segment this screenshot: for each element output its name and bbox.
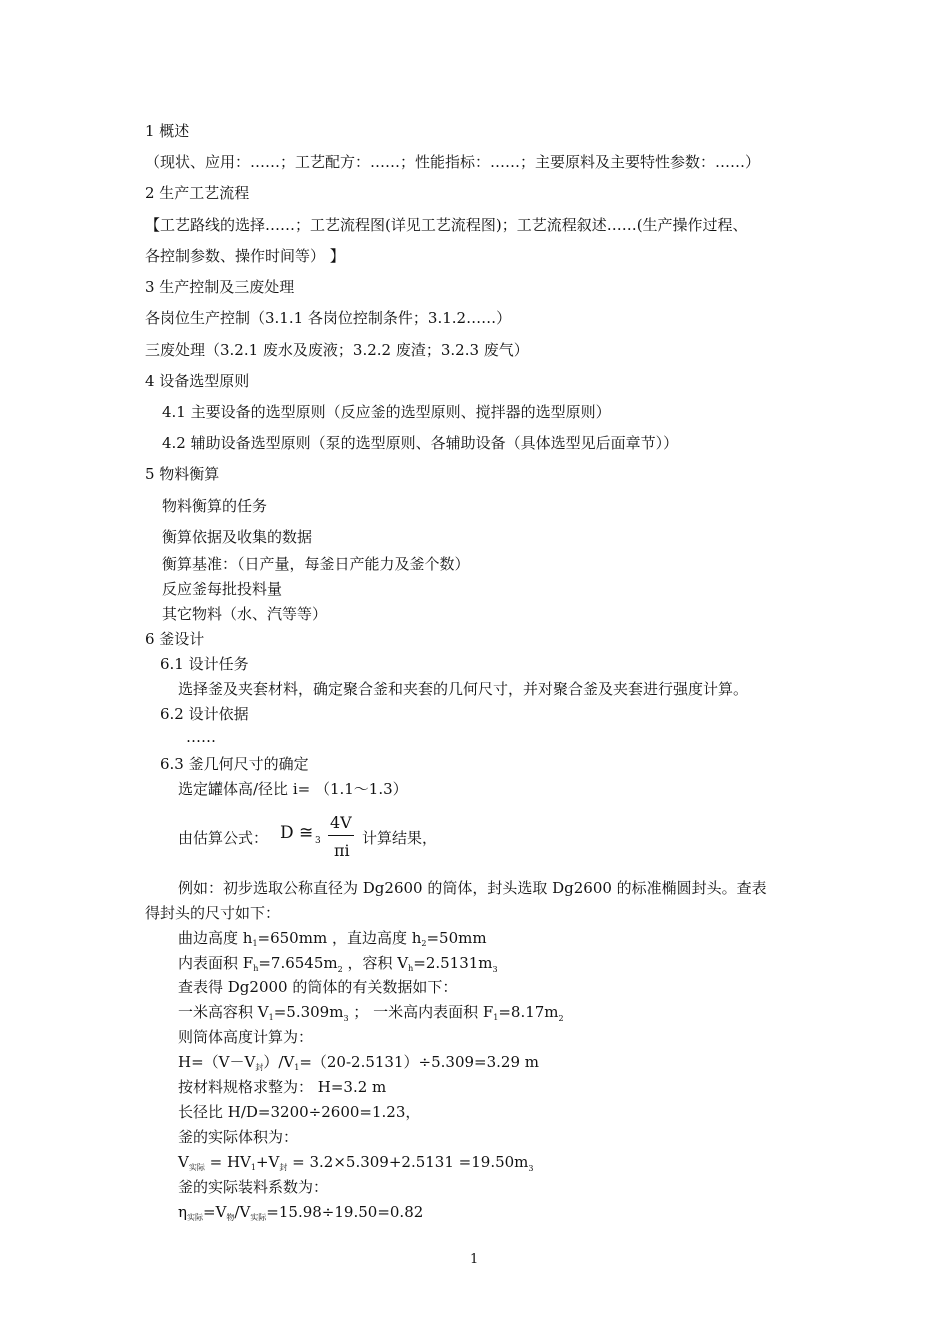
section-4-title: 4 设备选型原则 [145, 372, 250, 390]
formula-tail: 计算结果， [362, 829, 438, 847]
section-5-item-3: 衡算基准：（日产量，每釜日产能力及釜个数） [162, 555, 470, 573]
section-6-3-ratio: 选定罐体高/径比 i= （1.1～1.3） [178, 780, 408, 798]
section-4-item-1: 4.1 主要设备的选型原则（反应釜的选型原则、搅拌器的选型原则） [162, 403, 611, 421]
height-calc: $H=(V-V_封)/V_1=(20-2.5131)\div 5.309=3.29$ m [178, 1053, 539, 1072]
section-1-body: （现状、应用：……；工艺配方：……；性能指标：……；主要原料及主要特性参数：……） [145, 153, 761, 171]
page-number: 1 [470, 1252, 479, 1267]
length-diameter-ratio: 长径比 H/D=3200÷2600=1.23， [178, 1103, 421, 1121]
section-3-title: 3 生产控制及三废处理 [145, 278, 295, 296]
section-5-item-5: 其它物料（水、汽等等） [162, 605, 328, 623]
formula-denominator: πi [334, 841, 350, 860]
section-6-1-body: 选择釜及夹套材料，确定聚合釜和夹套的几何尺寸，并对聚合釜及夹套进行强度计算。 [178, 680, 749, 698]
head-heights: 曲边高度 $h_1=650mm$ ，直边高度 $h_2=50mm$ [178, 929, 487, 948]
fraction-bar [328, 835, 354, 836]
section-6-2-title: 6.2 设计依据 [160, 705, 249, 723]
section-4-item-2: 4.2 辅助设备选型原则（泵的选型原则、各辅助设备（具体选型见后面章节）） [162, 434, 679, 452]
section-5-item-4: 反应釜每批投料量 [162, 580, 283, 598]
section-6-3-title: 6.3 釜几何尺寸的确定 [160, 755, 309, 773]
shell-volume-area: 一米高容积 $V_1=5.309m_3$ ； 一米高内表面积 $F_1=8.17m_2$ [178, 1003, 564, 1023]
section-3-item-2: 三废处理（3.2.1 废水及废液；3.2.2 废渣；3.2.3 废气） [145, 341, 529, 359]
section-2-body-line2: 各控制参数、操作时间等） 】 [145, 247, 345, 265]
section-5-title: 5 物料衡算 [145, 465, 220, 483]
shell-data-intro: 查表得 Dg2000 的筒体的有关数据如下： [178, 978, 458, 996]
section-2-body-line1: 【工艺路线的选择……；工艺流程图(详见工艺流程图)；工艺流程叙述……(生产操作过程、 [145, 216, 748, 234]
section-6-2-body: …… [186, 728, 216, 746]
formula-lhs: D ≅ [280, 823, 314, 843]
diameter-formula [178, 813, 478, 861]
fill-coefficient: $\eta_{实际}=V_物/V_{实际}=15.98\div 19.50=0.82$ [178, 1203, 424, 1222]
formula-label: 由估算公式： [178, 829, 269, 847]
fill-coefficient-intro: 釜的实际装料系数为： [178, 1178, 329, 1196]
actual-volume: $V_{实际} = HV_1+V_封 = 3.2\times 5.309+2.5131 =19.50m_3$ [178, 1153, 534, 1173]
height-rounded: 按材料规格求整为： H=3.2 m [178, 1078, 387, 1096]
example-line-2: 得封头的尺寸如下： [145, 904, 281, 922]
section-6-1-title: 6.1 设计任务 [160, 655, 249, 673]
formula-root-index: 3 [315, 836, 321, 846]
section-3-item-1: 各岗位生产控制（3.1.1 各岗位控制条件；3.1.2……） [145, 309, 512, 327]
section-5-item-2: 衡算依据及收集的数据 [162, 528, 313, 546]
section-1-title: 1 概述 [145, 122, 190, 140]
head-area-volume: 内表面积 $F_h=7.6545m_2$ ，容积 $V_h=2.5131m_3$ [178, 954, 498, 974]
section-2-title: 2 生产工艺流程 [145, 184, 250, 202]
section-5-item-1: 物料衡算的任务 [162, 497, 268, 515]
height-calc-intro: 则筒体高度计算为： [178, 1028, 314, 1046]
formula-numerator: 4V [330, 813, 352, 832]
example-line-1: 例如：初步选取公称直径为 Dg2600 的筒体，封头选取 Dg2600 的标准椭圆封头。查表 [178, 879, 767, 897]
actual-volume-intro: 釜的实际体积为： [178, 1128, 299, 1146]
section-6-title: 6 釜设计 [145, 630, 205, 648]
